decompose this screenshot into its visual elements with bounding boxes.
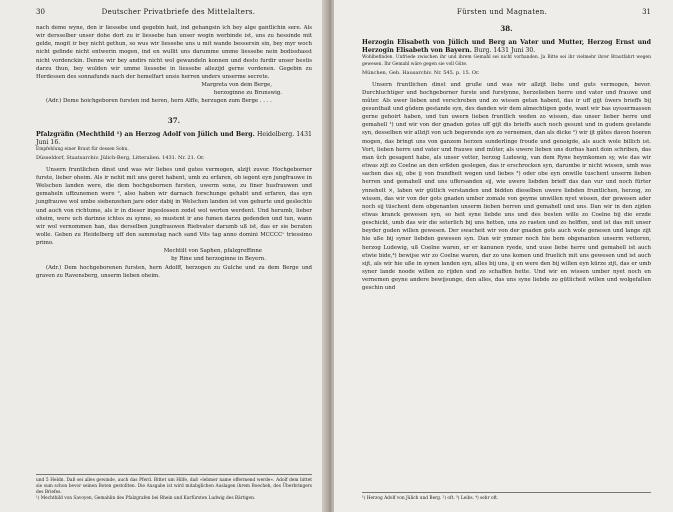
left-running-title: Deutscher Privatbriefe des Mittelalters. — [101, 8, 256, 16]
doc-37-heading-date: Heidelberg. 1431 Juni 16. — [36, 130, 312, 146]
doc-37-heading — [36, 131, 312, 147]
doc-number-38: 38. — [500, 24, 513, 33]
doc-37-signature-2: by Rine und herzoginne in Beyern. — [171, 256, 266, 263]
doc-number-37: 37. — [167, 115, 181, 125]
doc-38-body: Unsern fruntlichen dinst und gruße und was wir allzijt liebs und guts vermogen, bevor. Durchluchtiger und hochgeborner furste und furstynne, herzelieben herre und vater und frauwe und mûter. Als uwer lieben und verschreben und zo wissen getan habent, das ir uff gijt ûwers brieffs bij gesunthait und gûdem gestande syn, des danden wir dem almechtigen gode, want wir bas uyssermassen gerne gehoirt haben, und tun uwern lieben fruntlich weden zo wissen, das unser lieber herre und gemahell ¹) und wir von der gnaden gotes uff gijt dis brieffs auch noch gesunt und in gudem gestande syn, desselben wir allzijt von uch begerende syn zo vernemen, dan als dicke ²) wir ijt gûtes davon hoeren mogen, das bringt uns von ganzem herzen sunderlinge froude und genoigde, als auch wole billich ist. Vort, lieben herre und vater und frauwe und mûter, als uwere lieben uns durbas hant doin schriben, das man ûch gesagent habe, als unser vetter, herzog Ludewig, van dem Ryne heymkomen sy, wie das wir etwas zijt zo Coelne an den erßden geslegen, das ir erschrocken syn, darumbe ir nicht wissen, umb was sachen das sij, obe ij von frandheit wegen und liebes ³) oder obe eyn onwille tuschent unserm lieben herren und gemahell und uns uffersanden sij, wie uwere liebden brieff das dan vur und noch fürter ynnehelt ×, laben wir gütlich verstanden und bidden dieselben uwere liebden fruntlichen, herzog, zo wissen, das wir von der gots gnaden umber zomale von geyme unwillen nyet wissen, der gewesen ader noch sij tüschent dem obgenanten unserm lieben herren und gemahell und uns. Dan wir in den zijden etwas kranck gewesen syn, so heit syne liebde uns und des besten wille zo Coelne bij die erzde geschickt, umb das wir die seterlich bij uns hetten, uns zo raeten und zo helffen, und ist das mit unser beyder guden willen gewesen. Der swacheit wir von der gnaden gots auch wole genesen und lange zijt hie uße bij syner liebden gewesen syn. Dan wir ymmer noch hie bem obgenanten unserm vetteren, herzog Ludewig, uß Coelne waren, er er kanunen ryede, und uuse liebe herre und gemahell ist auch etwie bide,⁴) bewijse wir zo Coelne waren, dar zo uns komen und fruelich mit uns gewesen und ist auch sijt, als wir hie uße in synen landen syn, alles bij uns, ij en were den bij willen eyn kürze zijt, das er umb syner lande noode willen zo rijden und zo schaffen hette. Und wir en wissen umber nyet noch en vernemen geyne andere bewijsunge, den alles, das uns syne liebde zo gütlicheit willen und wolgefallen geschin und — [362, 81, 651, 292]
doc-37-body: Unsern fruntlichen dinst und was wir liebes und gutes vermogen, alzijt zuvor. Hochgeborner furste, lieber oheim. Als ir nehit mit uns geret habent, umb zu erfaren, ob iegent eyn jungfrauwe in Welschen landen were, die dem hochgebornen fursten, uwerm sone, zu finer husfrauwen und gemaheln uffzunemen were ², also haben wir darnach forschunge gehabt und erfaren, das eyn jungfrauwe wol umbe siebenzehen jare oder dabij in Welschen landen ist von geburte und geslechte und auch von richtume, als ir in dieser ingeslossen zedel wol werten werdent. Und herumb, lieber oheim, were uch darinne ichtes zu synne, so mustent ir ane fumen darzu gedenden und tun, wann wir wol vernommen han, das derselben jungfrauwen Riebvater darumb uß ist, das er sie beraten wolle. Geben zu Heidelberg uff den sammstag nach sand Vits tag anno domini MCCCCᵒ triessimo primo. — [36, 166, 312, 247]
doc-37-heading-text: Pfalzgräfin (Mechthild ¹) an Herzog Adolf von Jülich und Berg. — [36, 130, 255, 138]
doc-37-signature-1: Mechtilt von Saphen, pfalzgreffinne — [163, 248, 262, 255]
left-running-head — [36, 8, 312, 16]
left-page-number: 30 — [36, 8, 45, 16]
doc-38-heading — [362, 39, 651, 55]
right-running-head — [362, 8, 651, 16]
right-footnotes — [362, 492, 651, 502]
doc-37-note: Empfehlung einer Braut für dessen Sohn. — [36, 146, 129, 152]
right-footnote-1: ¹) Herzog Adolf von Jülich und Berg. ²) oft. ³) Leibs. ⁴) sehr oft. — [362, 496, 499, 501]
left-continued-text: nach deme wyne, den ir liessebe und gegebin hait, ind gehangsin ich bey alge gantlichin sere. Als wir dersselber unser dohe dort zu ir liessebe han unser wegin werbinde ist, uns zu hessinde mit gelde, mogit ir bey nicht gethun, so wus wir liessebe uns u mit wande bessersin sin, bey myr woch nicht gefinde nicht entwerin mogen, ind en wullit uns darumme umme liessebe nein bodisshasst nicht vordenckin. Denne wir bey andirs nicht wol gewandeln konnen und desto furdir unser bestis darzu thun, bey wulden wir umme liessebe in liessebe allezijd gerne vordenen. Gegebin zu Herdessen des sonnafunds nach der hemelfart unsis herren unders unserme secrete. — [36, 25, 312, 80]
doc-38-note: Wohlbefinden. Unfriede zwischen ihr und ihrem Gemahl sei nicht vorhanden. Ja Bitte sei ihr vielmehr ihrer Brautfahrt wegen gewesen. Ihr Gemahl wäre gegen sie voll Güte. — [362, 55, 651, 67]
signature-line-2: herzoginne zu Brunswig. — [213, 90, 282, 97]
signature-line-1: Margreta von dem Berge, — [201, 82, 272, 89]
address-line: (Adr.) Deme hoichgeboren fursten ind heren, hern Alffe, herzugen zum Berge . . . . — [46, 98, 272, 105]
right-page-number: 31 — [642, 8, 651, 16]
doc-38-heading-text: Herzogin Elisabeth von Jülich und Berg an Vater und Mutter, Herzog Ernst und Herzogin Elisabeth von Bayern. — [362, 39, 651, 55]
left-footnote-1: und 5 Heldn. Daß sei alles gewinde, auch das Pferd. Bittet um Hilfe, daß »lebmer name offermend werde«. Adolf dem bittet sie sum schon bevor seinen Boten gestollten. Die Ausgabe ist wird mitabglichen Auslagen ihrem Boecheh, des Überbringers des Briefes. — [36, 478, 312, 495]
left-page — [0, 0, 326, 512]
left-footnotes — [36, 474, 312, 502]
doc-37-address: (Adr.) Dem hochgeborenen fursten, hern Adolff, herzogen zu Gulche und zu dem Berge und graven zu Ravensberg, unserm lieben oheim. — [36, 264, 312, 279]
doc-38-heading-date: Burg. 1431 Juni 30. — [473, 47, 536, 55]
right-page — [334, 0, 673, 512]
left-footnote-2: ¹) Mechthild von Savoyen, Gemahlin des Pfalzgrafen bei Rhein und Kurfürsten Ludwig des Bärtigen. — [36, 496, 256, 501]
doc-37-source: Düsseldorf, Staatsarchiv. Jülich-Berg, Litteralien. 1431. Nr. 21. Or. — [36, 155, 205, 162]
right-running-title: Fürsten und Magnaten. — [456, 8, 548, 16]
doc-38-source: München, Geh. Hausarchiv. Nr. 545. p. 15. Or. — [362, 70, 480, 76]
